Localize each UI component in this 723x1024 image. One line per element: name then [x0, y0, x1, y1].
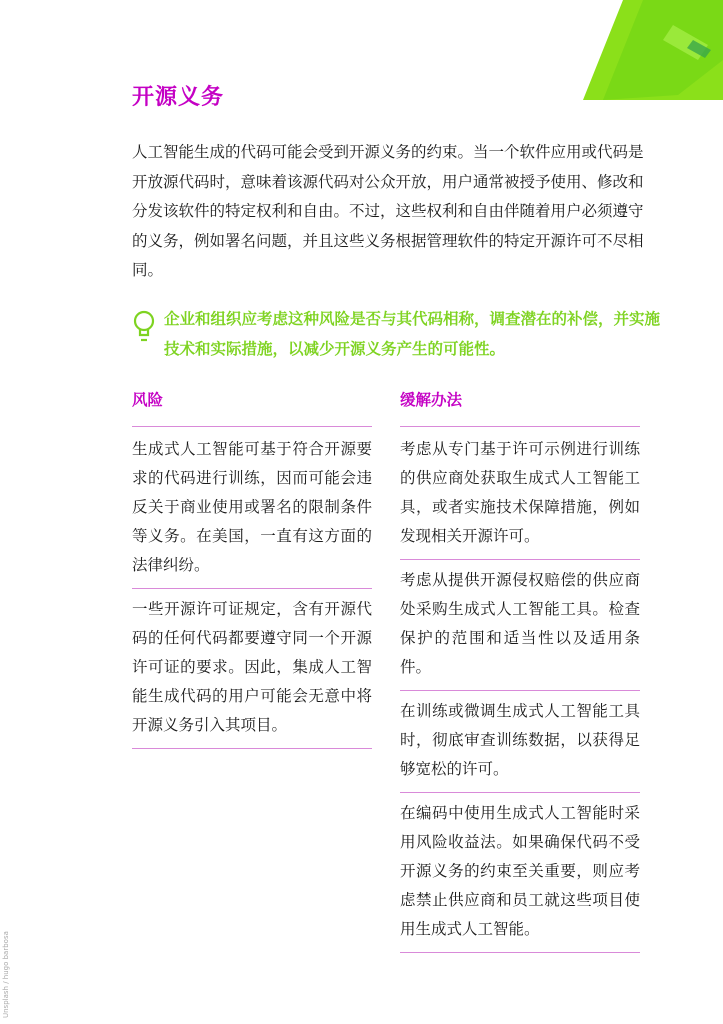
mitigation-entry: 在训练或微调生成式人工智能工具时，彻底审查训练数据，以获得足够宽松的许可。 — [400, 691, 640, 793]
mitigation-header: 缓解办法 — [400, 388, 640, 427]
lightbulb-icon — [132, 310, 156, 348]
risk-entry: 一些开源许可证规定，含有开源代码的任何代码都要遵守同一个开源许可证的要求。因此，集成人工智能生成代码的用户可能会无意中将开源义务引入其项目。 — [132, 589, 372, 749]
corner-decoration-graphic — [583, 0, 723, 110]
risk-entry: 生成式人工智能可基于符合开源要求的代码进行训练，因而可能会违反关于商业使用或署名的限制条件等义务。在美国，一直有这方面的法律纠纷。 — [132, 427, 372, 589]
risk-column — [132, 388, 372, 749]
mitigation-column — [400, 388, 640, 953]
page-title: 开源义务 — [132, 85, 225, 110]
tip-text: 企业和组织应考虑这种风险是否与其代码相称，调查潜在的补偿，并实施技术和实际措施，以减少开源义务产生的可能性。 — [164, 310, 661, 358]
mitigation-entry: 在编码中使用生成式人工智能时采用风险收益法。如果确保代码不受开源义务的约束至关重要，则应考虑禁止供应商和员工就这些项目使用生成式人工智能。 — [400, 793, 640, 953]
mitigation-entry: 考虑从专门基于许可示例进行训练的供应商处获取生成式人工智能工具，或者实施技术保障措施，例如发现相关开源许可。 — [400, 427, 640, 560]
risk-header: 风险 — [132, 388, 372, 427]
intro-paragraph: 人工智能生成的代码可能会受到开源义务的约束。当一个软件应用或代码是开放源代码时，意味着该源代码对公众开放，用户通常被授予使用、修改和分发该软件的特定权利和自由。不过，这些权利和自由伴随着用户必须遵守的义务，例如署名问题，并且这些义务根据管理软件的特定开源许可不尽相同。 — [132, 143, 644, 279]
photo-credit: Unsplash / hugo barbosa — [2, 931, 10, 1018]
mitigation-entry: 考虑从提供开源侵权赔偿的供应商处采购生成式人工智能工具。检查保护的范围和适当性以及适用条件。 — [400, 560, 640, 691]
